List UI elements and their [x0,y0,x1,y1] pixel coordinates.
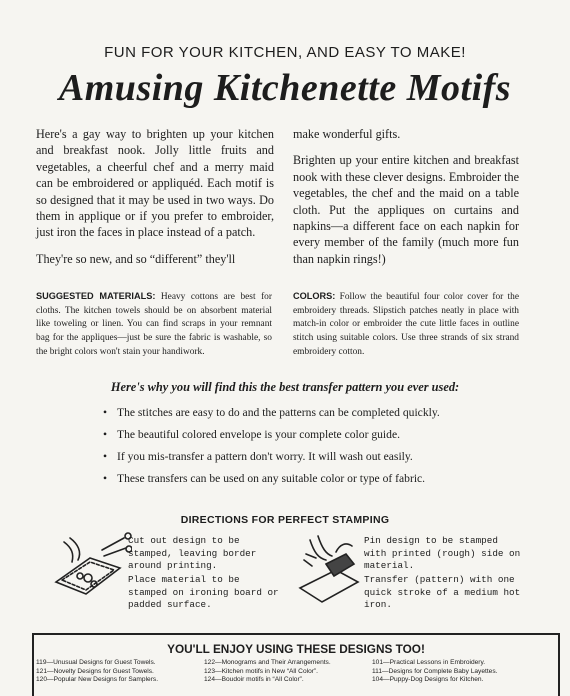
direction-step-3: Pin design to be stamped with printed (rough) side on material. [364,535,521,572]
footer-item: 120—Popular New Designs for Samplers. [36,676,159,684]
list-item-text: The stitches are easy to do and the patterns can be completed quickly. [117,406,440,419]
list-item [103,468,523,490]
materials-section [36,290,272,360]
list-item-text: These transfers can be used on any suitable color or type of fabric. [117,472,426,485]
colors-section [293,290,519,360]
page-title: Amusing Kitchenette Motifs [58,67,512,109]
list-item-text: If you mis-transfer a pattern don't worry. It will wash out easily. [117,450,413,463]
list-item-text: The beautiful colored envelope is your complete color guide. [117,428,400,441]
materials-heading: SUGGESTED MATERIALS: [36,291,156,301]
direction-step-2: Place material to be stamped on ironing board or padded surface. [128,574,279,611]
why-heading: Here's why you will find this the best transfer pattern you ever used: [110,380,460,394]
footer-item: 121—Novelty Designs for Guest Towels. [36,667,154,675]
list-item [103,446,523,468]
intro-right-column [293,126,519,277]
intro-left-column [36,126,274,277]
list-item [103,402,523,424]
footer-item: 124—Boudoir motifs in “All Color”. [204,676,304,684]
bullet-icon: • [103,428,108,441]
scissors-cutting-illustration-icon [50,530,132,606]
footer-item: 123—Kitchen motifs in New “All Color”. [204,667,318,675]
colors-heading: COLORS: [293,291,336,301]
materials-text: Heavy cottons are best for cloths. The kitchen towels should be on absorbent material like toweling or linen. You can find scraps in your remnant bag for the appliques—just be sure the fabric is washable, so the bright colors won't stain your handiwork. [36,292,272,357]
iron-pressing-illustration-icon [296,530,362,606]
footer-column-1 [36,659,158,685]
footer-column-2 [204,659,331,685]
footer-item: 111—Designs for Complete Baby Layettes. [372,667,498,675]
directions-heading: DIRECTIONS FOR PERFECT STAMPING [180,514,390,526]
page-kicker: FUN FOR YOUR KITCHEN, AND EASY TO MAKE! [104,44,466,61]
colors-text: Follow the beautiful four color cover for the embroidery threads. Slipstich patches neatly in place with match-in color or embroider the cute little faces in outline stitch using suitable colors. Use three strands of six strand embroidery cotton. [293,292,519,357]
why-list [103,402,523,490]
bullet-icon: • [103,472,108,485]
footer-item: 101—Practical Lessons in Embroidery. [372,659,486,666]
intro-paragraph: Brighten up your entire kitchen and breakfast nook with these clever designs. Embroider the vegetables, the chef and the maid on a table cloth. Put the appliques on curtains and napkins—a different face on each napkin for every member of the family (much more fun than napkin rings!) [293,153,519,266]
footer-item: 119—Unusual Designs for Guest Towels. [36,659,156,666]
footer-heading: YOU'LL ENJOY USING THESE DESIGNS TOO! [167,642,425,656]
bullet-icon: • [103,406,108,419]
list-item [103,424,523,446]
intro-paragraph: They're so new, and so “different” they'll [36,251,236,266]
direction-step-4: Transfer (pattern) with one quick stroke of a medium hot iron. [364,574,521,611]
footer-column-3 [372,659,497,685]
intro-paragraph: Here's a gay way to brighten up your kitchen and breakfast nook. Jolly little fruits and vegetables, a cheerful chef and a merry maid can be embroidered or appliquéd. Each motif is so designed that it may be used in two ways. Do them in applique or if you prefer to embroider, just iron the faces in place instead of a patch. [36,127,274,240]
bullet-icon: • [103,450,108,463]
direction-step-1: Cut out design to be stamped, leaving border around printing. [128,535,257,572]
intro-paragraph: make wonderful gifts. [293,127,401,141]
footer-item: 122—Monograms and Their Arrangements. [204,659,331,666]
footer-item: 104—Puppy-Dog Designs for Kitchen. [372,676,484,684]
